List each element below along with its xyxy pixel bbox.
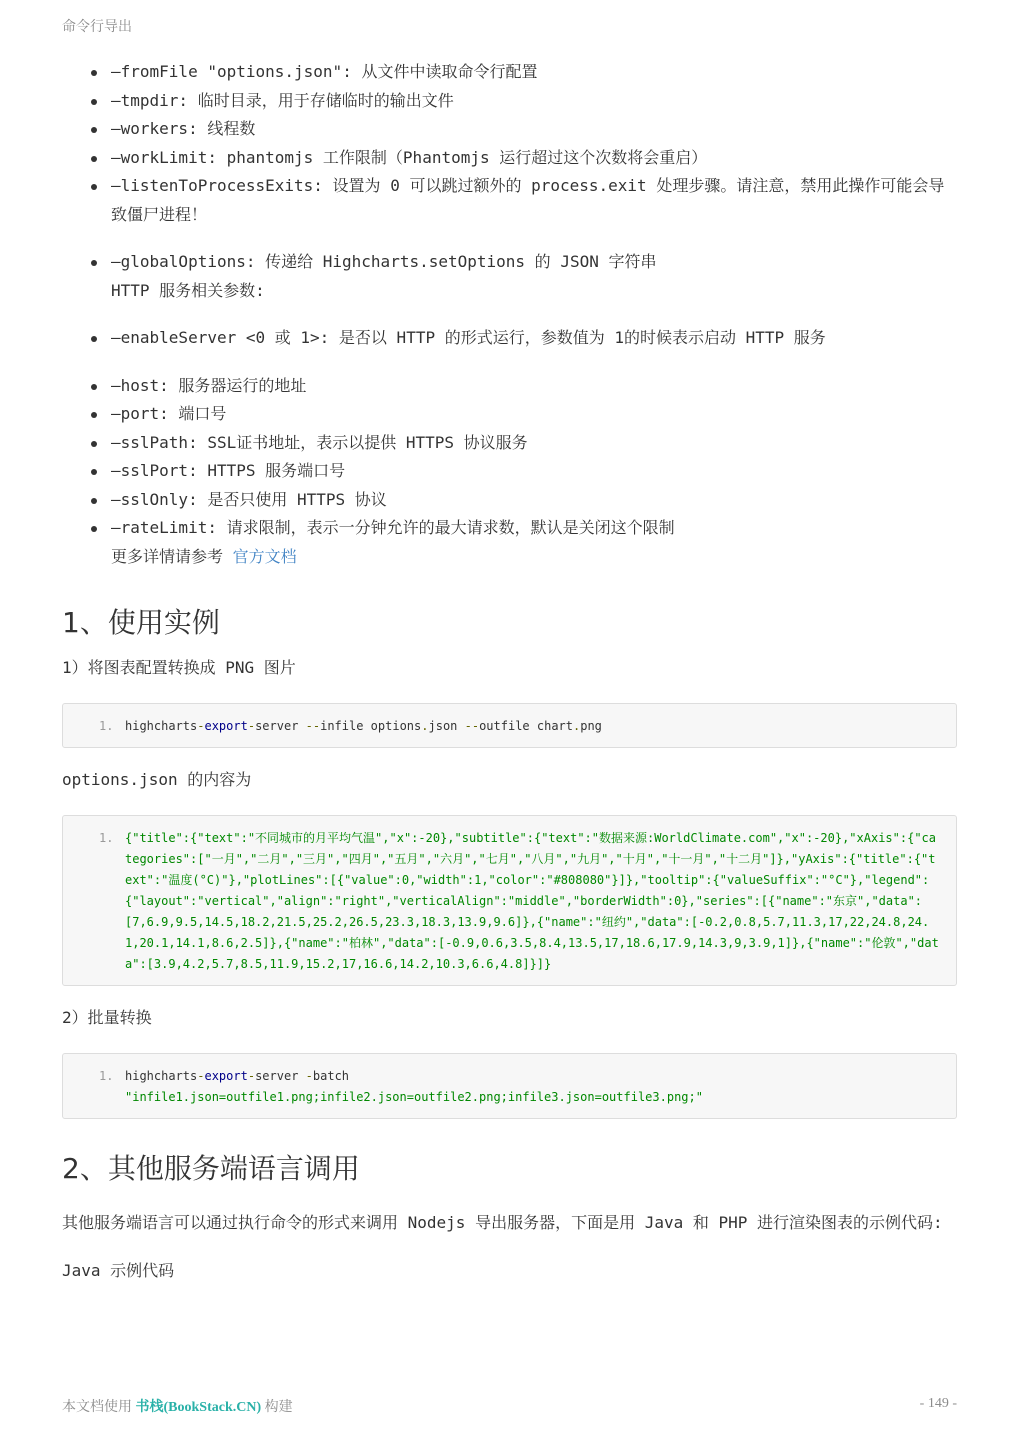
official-docs-link[interactable]: 官方文档: [232, 546, 297, 566]
option-global-text: —globalOptions: 传递给 Highcharts.setOptions 的 JSON 字符串: [111, 252, 657, 271]
bookstack-brand-link[interactable]: 书栈(BookStack.CN): [135, 1400, 262, 1415]
code-line: 1. highcharts-export-server -batch: [63, 1066, 956, 1087]
option-item: —sslOnly: 是否只使用 HTTPS 协议: [62, 486, 957, 515]
option-item: —tmpdir: 临时目录，用于存储临时的输出文件: [62, 87, 957, 116]
option-item: —workLimit: phantomjs 工作限制（Phantomjs 运行超过这个次数将会重启）: [62, 144, 957, 173]
more-details-text: 更多详情请参考: [111, 546, 233, 566]
code-block-batch-export: [62, 1053, 957, 1119]
code-block-options-json: [62, 815, 957, 986]
page-footer: [62, 1396, 957, 1416]
json-code-text: {"title":{"text":"不同城市的月平均气温","x":-20},"subtitle":{"text":"数据来源:WorldClimate.com","x":-20},"xAxis":{"categories":["一月","二月","三月","四月","五月","六月","七月","八月","九月","十月","十一月","十二月"]},"yAxis":{"title":{"text":"温度(°C)"},"plotLines":[{"value":0,"width":1,"color":"#808080"}]},"tooltip":{"valueSuffix":"°C"},"legend":{"layout":"vertical","align":"right","verticalAlign":"middle","borderWidth":0},"series":[{"name":"东京","data":[7,6.9,9.5,14.5,18.2,21.5,25.2,26.5,23.3,18.3,13.9,9.6]},{"name":"纽约","data":[-0.2,0.8,5.7,11.3,17,22,24.8,24.1,20.1,14.1,8.6,2.5]},{"name":"柏林","data":[-0.9,0.6,3.5,8.4,13.5,17,18.6,17.9,14.3,9,3.9,1]},{"name":"伦敦","data":[3.9,4.2,5.7,8.5,11.9,15.2,17,16.6,14.2,10.3,6.6,4.8]}]}: [125, 831, 939, 971]
step2-text: 2）批量转换: [62, 1008, 152, 1027]
cli-options-list: [62, 58, 957, 571]
code-line: "infile1.json=outfile1.png;infile2.json=outfile2.png;infile3.json=outfile3.png;": [125, 1090, 703, 1104]
option-item: —fromFile "options.json": 从文件中读取命令行配置: [62, 58, 957, 87]
page-number: - 149 -: [919, 1396, 957, 1411]
footer-prefix: 本文档使用: [62, 1400, 136, 1415]
option-item: —port: 端口号: [62, 400, 957, 429]
option-item: —sslPath: SSL证书地址，表示以提供 HTTPS 协议服务: [62, 429, 957, 458]
options-json-label: options.json 的内容为: [62, 770, 252, 789]
step1-text: 1）将图表配置转换成 PNG 图片: [62, 658, 296, 677]
section2-paragraph: 其他服务端语言可以通过执行命令的形式来调用 Nodejs 导出服务器，下面是用 Java 和 PHP 进行渲染图表的示例代码:: [62, 1213, 943, 1232]
section-heading-usage: 1、使用实例: [62, 606, 220, 639]
code-line: 1. highcharts-export-server --infile options.json --outfile chart.png: [63, 716, 956, 737]
option-item-global: [62, 248, 957, 305]
section-heading-other-languages: 2、其他服务端语言调用: [62, 1152, 360, 1185]
option-item: —sslPort: HTTPS 服务端口号: [62, 457, 957, 486]
code-line: [63, 828, 956, 975]
more-details-line: [111, 543, 957, 572]
line-number: 1.: [99, 719, 114, 733]
option-item: —listenToProcessExits: 设置为 0 可以跳过额外的 process.exit 处理步骤。请注意，禁用此操作可能会导致僵尸进程！: [62, 172, 957, 229]
footer-suffix: 构建: [261, 1400, 293, 1415]
line-number: 1.: [99, 831, 114, 845]
code-block-single-export: [62, 703, 957, 748]
document-content: [62, 58, 957, 1285]
option-item-rate-limit: [62, 514, 957, 571]
page-header-title: 命令行导出: [62, 20, 132, 35]
option-item-enable-server: —enableServer <0 或 1>: 是否以 HTTP 的形式运行，参数值为 1的时候表示启动 HTTP 服务: [62, 324, 957, 353]
line-number: 1.: [99, 1069, 114, 1083]
option-item: —host: 服务器运行的地址: [62, 372, 957, 401]
java-example-label: Java 示例代码: [62, 1261, 175, 1280]
http-params-note: HTTP 服务相关参数:: [111, 280, 265, 300]
option-rate-text: —rateLimit: 请求限制，表示一分钟允许的最大请求数，默认是关闭这个限制: [111, 518, 675, 537]
option-item: —workers: 线程数: [62, 115, 957, 144]
